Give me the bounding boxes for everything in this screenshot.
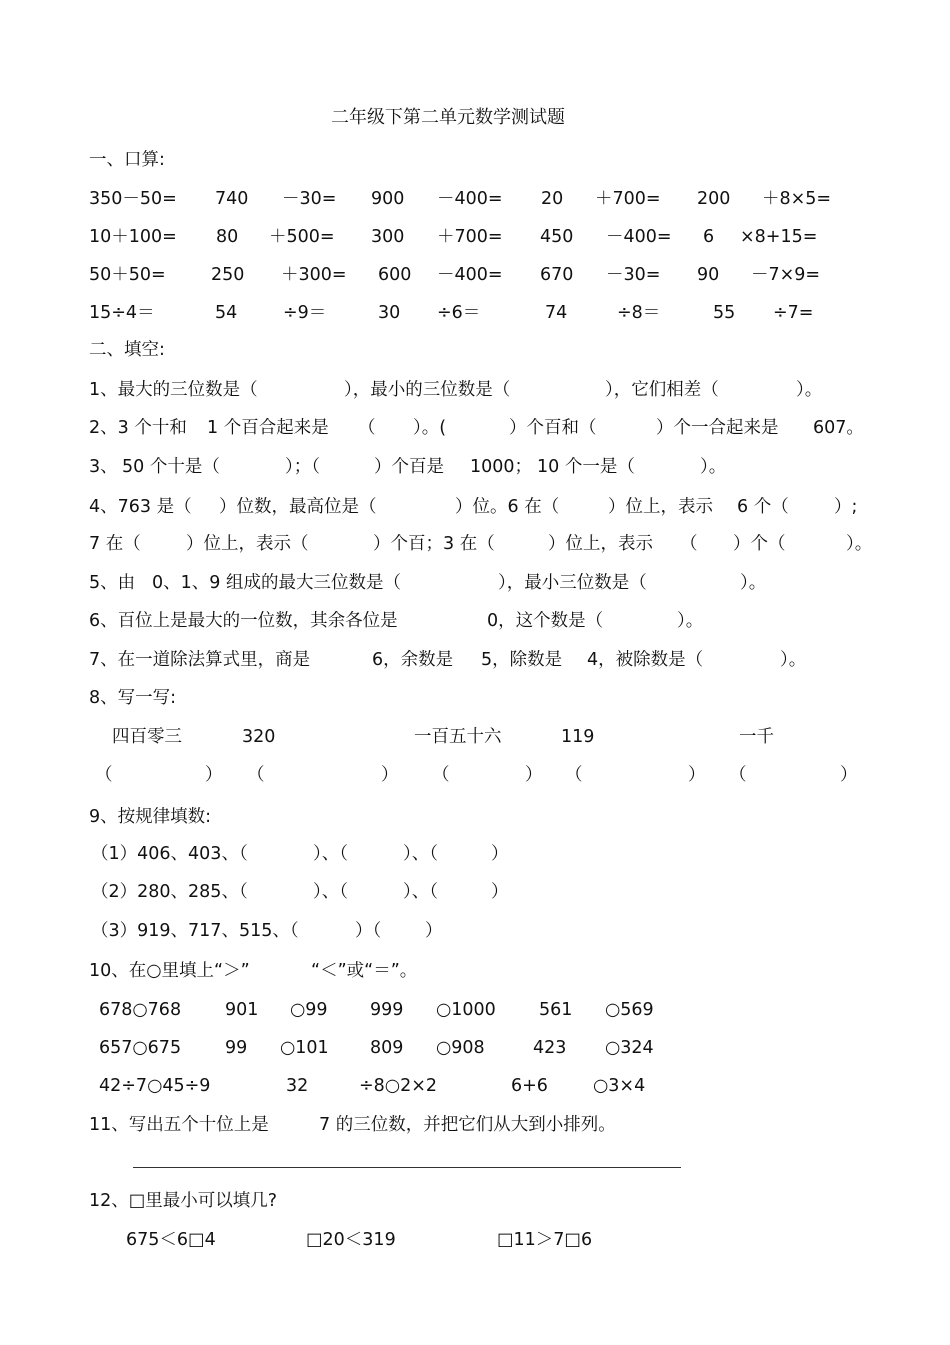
question-text: ）位数，最高位是（ — [219, 497, 377, 517]
calc-item: －400= — [437, 189, 503, 209]
compare-row-3 — [0, 1071, 950, 1101]
calc-item: 30 — [378, 303, 401, 323]
question-text: 9、按规律填数: — [89, 807, 212, 827]
section-heading: 一、口算: — [89, 150, 165, 170]
question-text: ）位上，表示 — [608, 497, 713, 517]
question-text: ）。 — [796, 380, 823, 400]
question-text: 5，除数是 — [481, 650, 563, 670]
compare-item: 657○675 — [99, 1038, 182, 1058]
calc-item: 450 — [540, 227, 574, 247]
answer-bracket: ） — [525, 765, 543, 785]
question-text: ）。 — [700, 457, 727, 477]
question-8-items — [0, 722, 950, 752]
question-text: ）。 — [780, 650, 807, 670]
calc-item: ＋700= — [437, 227, 503, 247]
sequence-text: （2）280、285、（ — [91, 882, 248, 902]
calc-item: 300 — [371, 227, 405, 247]
question-10-heading — [0, 956, 950, 986]
question-text: ）。 — [677, 611, 704, 631]
sequence-text: ） — [491, 882, 509, 902]
question-text: “＜”或“＝”。 — [311, 961, 418, 981]
calc-item: ÷6＝ — [437, 303, 481, 323]
sequence-text: ）、（ — [403, 844, 438, 864]
calc-item: 74 — [545, 303, 568, 323]
calc-item: ÷7= — [773, 303, 814, 323]
calc-item: 20 — [541, 189, 564, 209]
calc-item: 50＋50= — [89, 265, 166, 285]
fill-box-item: □11＞7□6 — [497, 1230, 593, 1250]
question-text: ），它们相差（ — [605, 380, 719, 400]
question-text: 10 个一是（ — [537, 457, 635, 477]
question-text: 50 个十是（ — [122, 457, 220, 477]
calc-item: 250 — [211, 265, 245, 285]
answer-bracket: （ — [95, 765, 113, 785]
write-item: 四百零三 — [112, 727, 182, 747]
compare-item: ○908 — [436, 1038, 485, 1058]
question-text: 0、1、9 组成的最大三位数是（ — [152, 573, 401, 593]
question-text: 2、3 个十和 — [89, 418, 187, 438]
question-text: ）。( — [413, 418, 447, 438]
question-text: 11、写出五个十位上是 — [89, 1115, 269, 1135]
calc-item: 900 — [371, 189, 405, 209]
question-text: 1、最大的三位数是（ — [89, 380, 258, 400]
answer-bracket: （ — [247, 765, 265, 785]
question-text: （ — [680, 534, 698, 554]
question-text: 6，余数是 — [372, 650, 454, 670]
question-4a — [0, 492, 950, 522]
calc-item: ＋8×5= — [762, 189, 832, 209]
question-text: 7、在一道除法算式里，商是 — [89, 650, 311, 670]
fill-box-item: □20＜319 — [306, 1230, 396, 1250]
question-text: ），最小三位数是（ — [498, 573, 647, 593]
calc-item: 6 — [703, 227, 715, 247]
question-text: 4，被除数是（ — [587, 650, 704, 670]
question-text: （ — [358, 418, 376, 438]
write-item: 320 — [242, 727, 276, 747]
sequence-text: ）、（ — [403, 882, 438, 902]
calc-item: 90 — [697, 265, 720, 285]
answer-bracket: （ — [729, 765, 747, 785]
sequence-text: ）、（ — [313, 882, 348, 902]
calc-item: ＋500= — [269, 227, 335, 247]
compare-item: ÷8○2×2 — [359, 1076, 437, 1096]
calc-item: ＋300= — [281, 265, 347, 285]
question-text: 4、763 是（ — [89, 497, 192, 517]
question-text: 12、□里最小可以填几? — [89, 1191, 278, 1211]
answer-bracket: （ — [432, 765, 450, 785]
compare-item: ○99 — [290, 1000, 328, 1020]
section2-heading-line — [0, 335, 950, 365]
calc-item: 54 — [215, 303, 238, 323]
question-text: ）；（ — [285, 457, 320, 477]
question-3 — [0, 452, 950, 482]
compare-item: 42÷7○45÷9 — [99, 1076, 211, 1096]
answer-bracket: ） — [840, 765, 858, 785]
write-item: 一百五十六 — [414, 727, 502, 747]
calc-row-1 — [0, 184, 950, 214]
write-item: 一千 — [739, 727, 774, 747]
compare-item: ○3×4 — [593, 1076, 646, 1096]
calc-item: －30= — [606, 265, 661, 285]
question-text: ）。 — [740, 573, 767, 593]
question-text: ）个百是 — [374, 457, 444, 477]
question-text: ），最小的三位数是（ — [344, 380, 511, 400]
question-text: 0，这个数是（ — [487, 611, 604, 631]
question-9-row-2 — [0, 877, 950, 907]
calc-item: 740 — [215, 189, 249, 209]
answer-bracket: （ — [565, 765, 583, 785]
question-text: ）位。6 在（ — [455, 497, 560, 517]
question-text: 7 在（ — [89, 534, 141, 554]
calc-item: ＋700= — [595, 189, 661, 209]
calc-item: ÷9＝ — [283, 303, 327, 323]
compare-item: 809 — [370, 1038, 404, 1058]
question-text: 3、 — [89, 457, 118, 477]
calc-item: －30= — [282, 189, 337, 209]
question-6 — [0, 606, 950, 636]
compare-item: ○1000 — [436, 1000, 496, 1020]
answer-bracket: ） — [381, 765, 399, 785]
compare-item: 678○768 — [99, 1000, 182, 1020]
question-text: ）。 — [846, 534, 873, 554]
calc-row-4 — [0, 298, 950, 328]
answer-bracket: ） — [688, 765, 706, 785]
question-text: ）个百；3 在（ — [373, 534, 495, 554]
calc-item: 350－50= — [89, 189, 177, 209]
calc-item: 670 — [540, 265, 574, 285]
question-text: 6 个（ — [737, 497, 789, 517]
calc-item: ÷8＝ — [617, 303, 661, 323]
question-text: 6、百位上是最大的一位数，其余各位是 — [89, 611, 398, 631]
question-12-heading — [0, 1186, 950, 1216]
question-7 — [0, 645, 950, 675]
question-text: 8、写一写: — [89, 688, 177, 708]
sequence-text: ） — [491, 844, 509, 864]
question-text: 10、在○里填上“＞” — [89, 961, 250, 981]
question-4b — [0, 529, 950, 559]
question-text: ）; — [834, 497, 858, 517]
question-9-heading — [0, 802, 950, 832]
answer-bracket: ） — [205, 765, 223, 785]
calc-row-2 — [0, 222, 950, 252]
compare-item: ○101 — [280, 1038, 329, 1058]
question-text: 5、由 — [89, 573, 136, 593]
title-line — [0, 103, 950, 133]
question-text: 7 的三位数，并把它们从大到小排列。 — [319, 1115, 616, 1135]
fill-box-item: 675＜6□4 — [126, 1230, 216, 1250]
calc-item: 55 — [713, 303, 736, 323]
calc-item: 80 — [216, 227, 239, 247]
question-text: ）位上，表示 — [548, 534, 653, 554]
compare-row-1 — [0, 995, 950, 1025]
compare-item: 423 — [533, 1038, 567, 1058]
compare-item: 6+6 — [511, 1076, 548, 1096]
sequence-text: ）（ — [355, 921, 382, 941]
calc-item: －400= — [437, 265, 503, 285]
question-text: ）位上，表示（ — [186, 534, 309, 554]
question-8-heading — [0, 683, 950, 713]
page-title: 二年级下第二单元数学测试题 — [331, 107, 565, 128]
compare-item: 561 — [539, 1000, 573, 1020]
question-text: 1000； — [470, 457, 533, 477]
question-9-row-1 — [0, 839, 950, 869]
question-11 — [0, 1110, 950, 1140]
calc-item: 10＋100= — [89, 227, 177, 247]
calc-item: 600 — [378, 265, 412, 285]
compare-item: 999 — [370, 1000, 404, 1020]
question-2 — [0, 413, 950, 443]
write-item: 119 — [561, 727, 595, 747]
calc-item: 200 — [697, 189, 731, 209]
section-heading: 二、填空: — [89, 340, 165, 360]
question-text: ）个百和（ — [509, 418, 597, 438]
sequence-text: （1）406、403、（ — [91, 844, 248, 864]
compare-item: 32 — [286, 1076, 309, 1096]
compare-item: ○569 — [605, 1000, 654, 1020]
sequence-text: ）、（ — [313, 844, 348, 864]
compare-item: 99 — [225, 1038, 248, 1058]
question-text: ）个一合起来是 — [656, 418, 779, 438]
question-text: ）个（ — [733, 534, 786, 554]
question-9-row-3 — [0, 916, 950, 946]
calc-item: －7×9= — [751, 265, 821, 285]
question-8-brackets — [0, 760, 950, 790]
calc-item: －400= — [606, 227, 672, 247]
question-12-items — [0, 1225, 950, 1255]
sequence-text: （3）919、717、515、（ — [91, 921, 299, 941]
question-text: 607。 — [813, 418, 864, 438]
compare-item: ○324 — [605, 1038, 654, 1058]
question-text: 1 个百合起来是 — [207, 418, 329, 438]
sequence-text: ） — [425, 921, 443, 941]
answer-line — [133, 1167, 681, 1168]
calc-row-3 — [0, 260, 950, 290]
calc-item: 15÷4＝ — [89, 303, 155, 323]
compare-row-2 — [0, 1033, 950, 1063]
compare-item: 901 — [225, 1000, 259, 1020]
question-5 — [0, 568, 950, 598]
section1-heading-line — [0, 145, 950, 175]
question-1 — [0, 375, 950, 405]
calc-item: ×8+15= — [740, 227, 818, 247]
